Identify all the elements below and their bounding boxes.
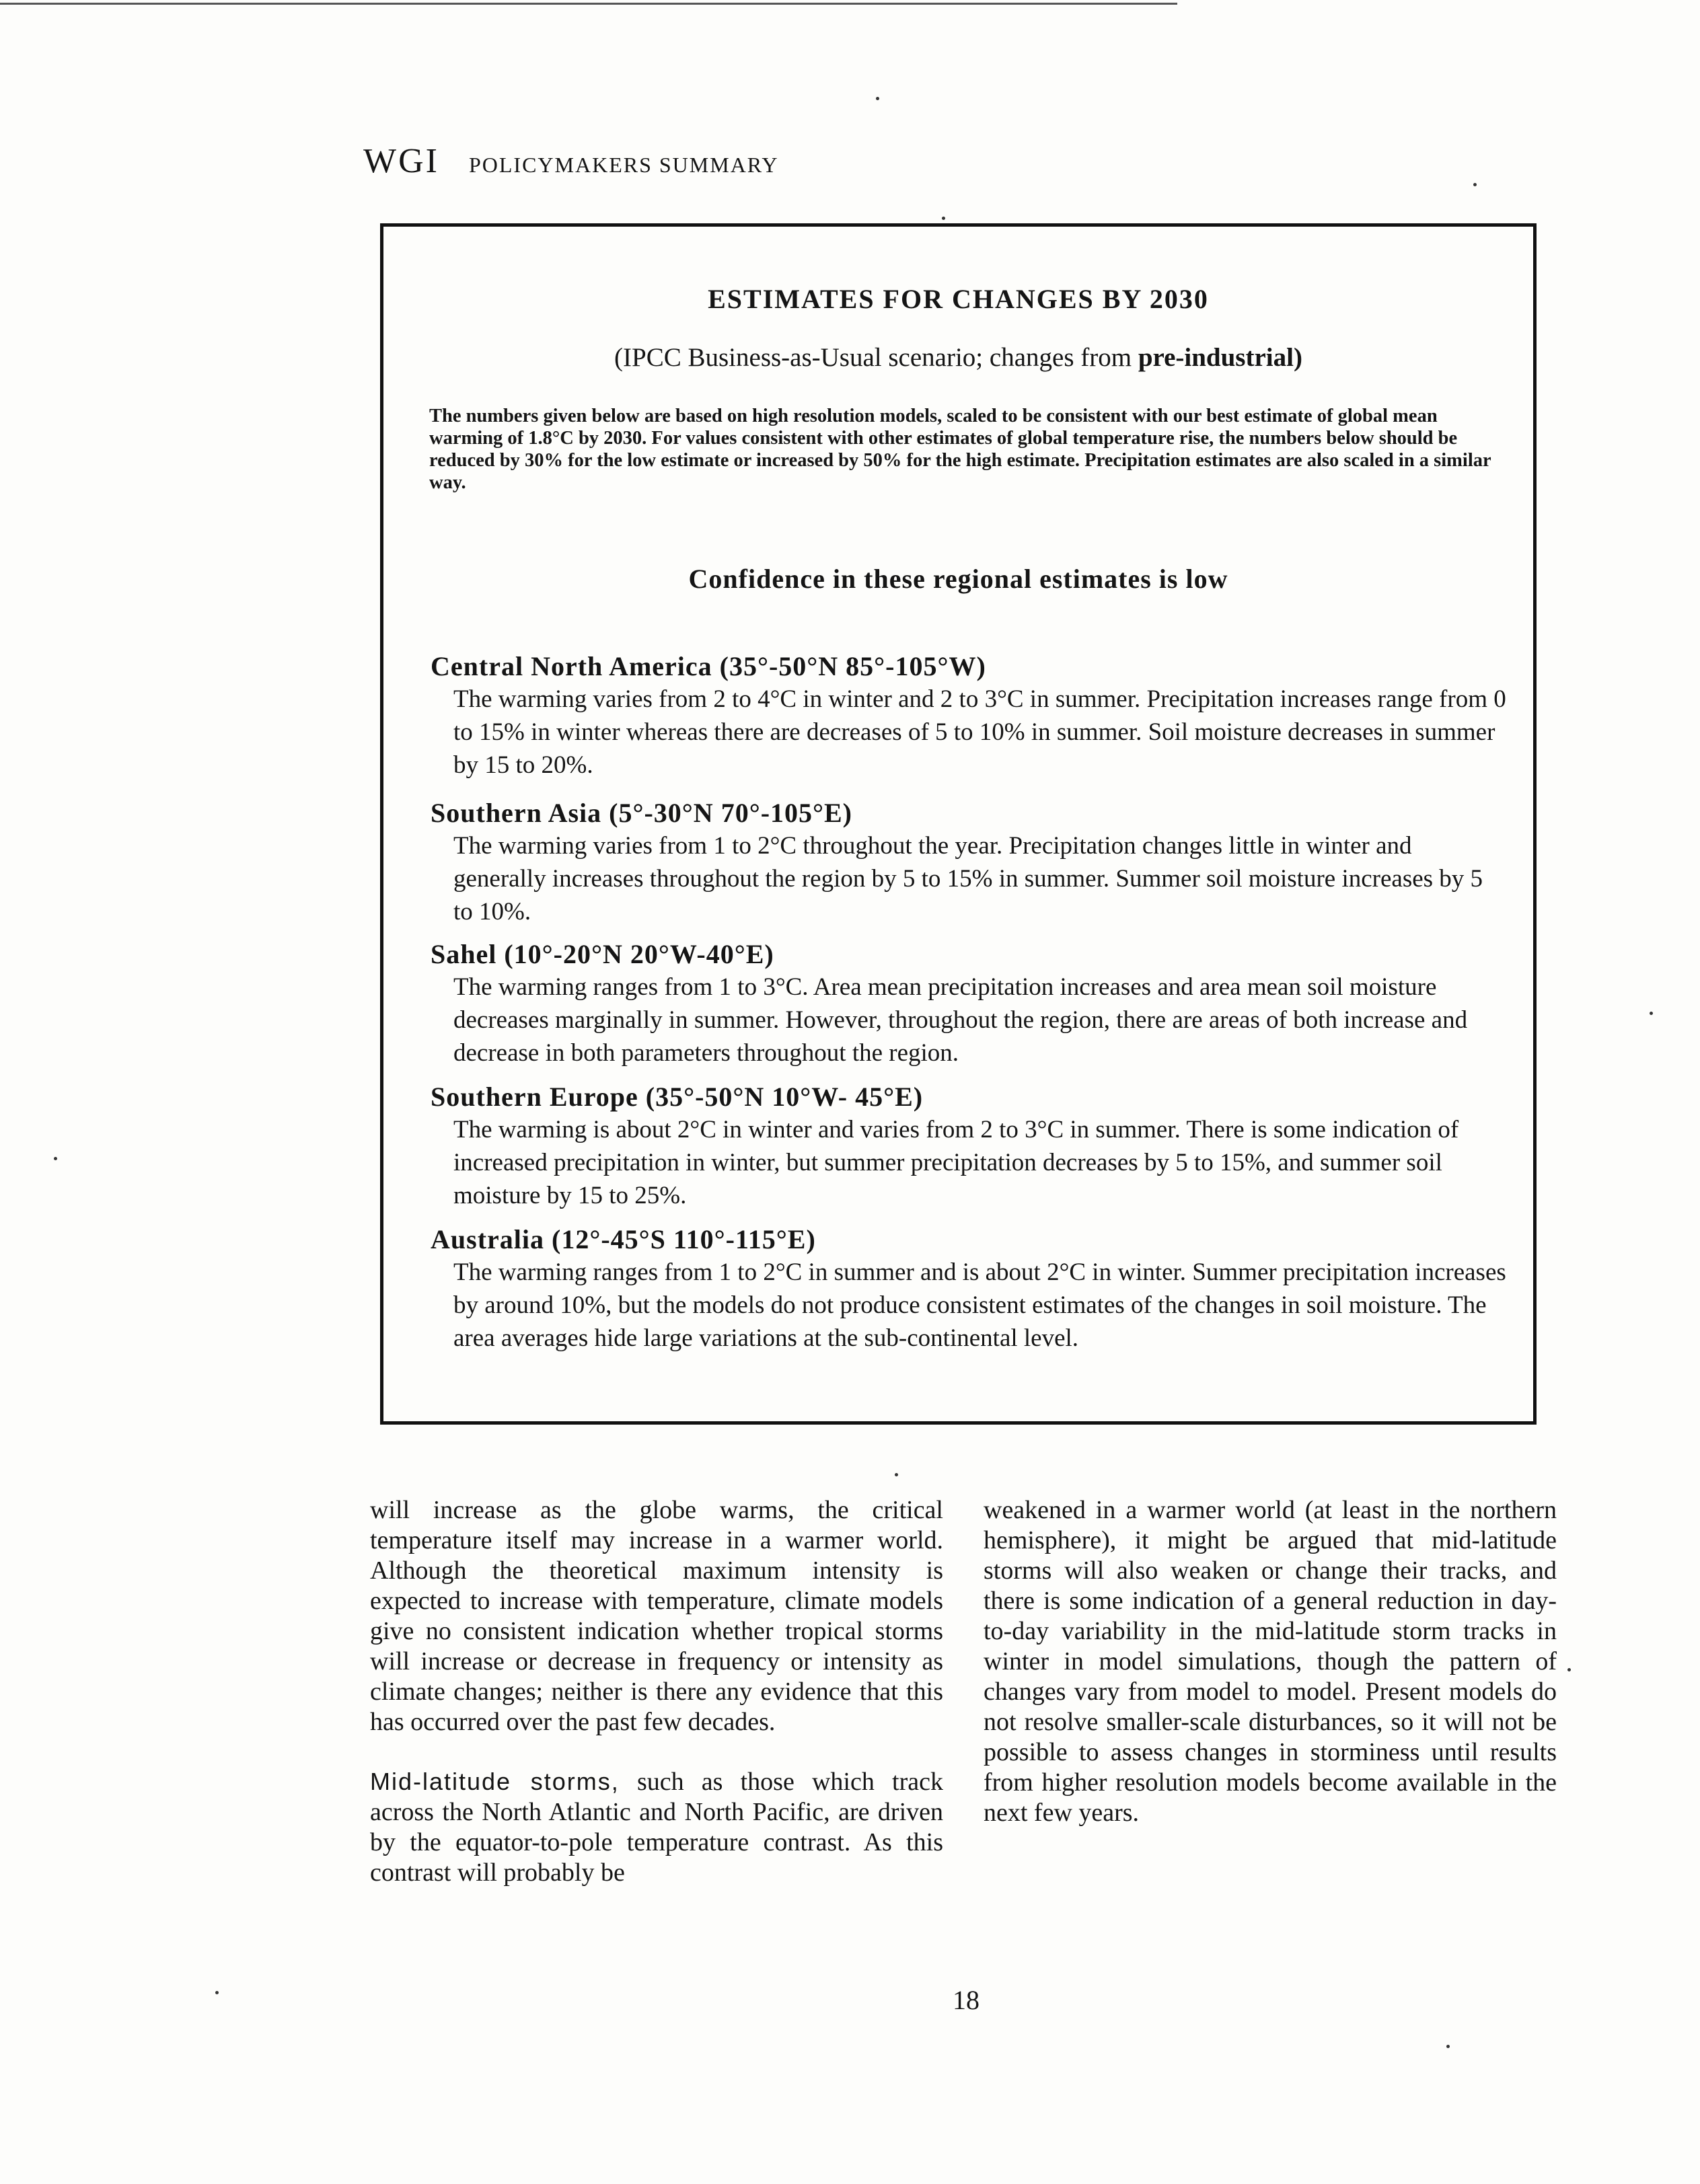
region-heading: Australia (12°-45°S 110°-115°E) bbox=[431, 1224, 816, 1254]
region-heading: Southern Europe (35°-50°N 10°W- 45°E) bbox=[431, 1082, 924, 1112]
box-subtitle bbox=[383, 342, 1533, 373]
region-heading: Southern Asia (5°-30°N 70°-105°E) bbox=[431, 798, 853, 828]
scan-top-edge bbox=[0, 3, 1177, 5]
body-paragraph: will increase as the globe warms, the critical temperature itself may increase in a warmer world. Although the theoretical maximum intensity is expected to increase with temperature, climate models give no consistent indication whether tropical storms will increase or decrease in frequency or intensity as climate changes; neither is there any evidence that this has occurred over the past few decades. bbox=[370, 1496, 943, 1736]
body-column-left bbox=[370, 1495, 943, 1917]
scan-speck bbox=[1650, 1012, 1653, 1015]
region-text: The warming ranges from 1 to 2°C in summer and is about 2°C in winter. Summer precipitation increases by around 10%, but the models do not produce consistent estimates of the changes in soil moisture. The area averages hide large variations at the sub-continental level. bbox=[453, 1258, 1506, 1352]
body-paragraph: weakened in a warmer world (at least in the northern hemisphere), it might be argued that mid-latitude storms will also weaken or change their tracks, and there is some indication of a general reduction in day-to-day variability in the mid-latitude storm tracks in winter in model simulations, though the pattern of changes vary from model to model. Present models do not resolve smaller-scale disturbances, so it will not be possible to assess changes in storminess until results from higher resolution models become available in the next few years. bbox=[984, 1496, 1557, 1827]
confidence-note: Confidence in these regional estimates is low bbox=[688, 564, 1228, 594]
scan-speck bbox=[876, 97, 879, 100]
box-subtitle-bold: pre-industrial) bbox=[1138, 343, 1302, 372]
box-title: ESTIMATES FOR CHANGES BY 2030 bbox=[708, 284, 1209, 314]
scan-speck bbox=[1446, 2045, 1450, 2048]
region-text: The warming is about 2°C in winter and varies from 2 to 3°C in summer. There is some indication of increased precipitation in winter, but summer precipitation decreases by 5 to 15%, and summer soil moisture by 15 to 25%. bbox=[453, 1116, 1459, 1209]
scan-speck bbox=[895, 1473, 898, 1476]
region-central-north-america bbox=[431, 650, 1507, 782]
running-header bbox=[363, 141, 778, 181]
page-number: 18 bbox=[953, 1985, 980, 2015]
region-sahel bbox=[431, 938, 1507, 1069]
paragraph-text: such as those which track across the North Atlantic and North Pacific, are driven by the equator-to-pole temperature contrast. As this contrast will probably be bbox=[370, 1768, 943, 1887]
scan-speck bbox=[1473, 183, 1477, 186]
region-southern-europe bbox=[431, 1081, 1507, 1212]
scan-speck bbox=[54, 1157, 57, 1160]
estimates-box bbox=[380, 223, 1537, 1425]
region-heading: Central North America (35°-50°N 85°-105°W) bbox=[431, 651, 986, 681]
region-text: The warming ranges from 1 to 3°C. Area mean precipitation increases and area mean soil moisture decreases marginally in summer. However, throughout the region, there are areas of both increase and decrease in both parameters throughout the region. bbox=[453, 973, 1468, 1067]
region-text: The warming varies from 1 to 2°C throughout the year. Precipitation changes little in winter and generally increases throughout the region by 5 to 15% in summer. Summer soil moisture increases by 5 to 10%. bbox=[453, 832, 1483, 926]
scan-speck bbox=[942, 217, 945, 220]
header-code: WGI bbox=[363, 142, 439, 180]
body-paragraph bbox=[370, 1766, 943, 1888]
box-subtitle-plain: (IPCC Business-as-Usual scenario; changes from bbox=[614, 343, 1138, 372]
paragraph-lead: Mid-latitude storms, bbox=[370, 1768, 620, 1795]
region-heading: Sahel (10°-20°N 20°W-40°E) bbox=[431, 939, 774, 969]
scan-speck bbox=[1567, 1668, 1571, 1671]
region-text: The warming varies from 2 to 4°C in winter and 2 to 3°C in summer. Precipitation increases range from 0 to 15% in winter whereas there are decreases of 5 to 10% in summer. Soil moisture decreases in summer by 15 to 20%. bbox=[453, 685, 1506, 779]
header-title: POLICYMAKERS SUMMARY bbox=[468, 153, 779, 177]
body-column-right bbox=[984, 1495, 1557, 1857]
scan-speck bbox=[215, 1991, 219, 1994]
region-australia bbox=[431, 1223, 1507, 1355]
box-intro: The numbers given below are based on high resolution models, scaled to be consistent with our best estimate of global mean warming of 1.8°C by 2030. For values consistent with other estimates of global temperature rise, the numbers below should be reduced by 30% for the low estimate or increased by 50% for the high estimate. Precipitation estimates are also scaled in a similar way. bbox=[429, 406, 1491, 493]
region-southern-asia bbox=[431, 797, 1507, 928]
